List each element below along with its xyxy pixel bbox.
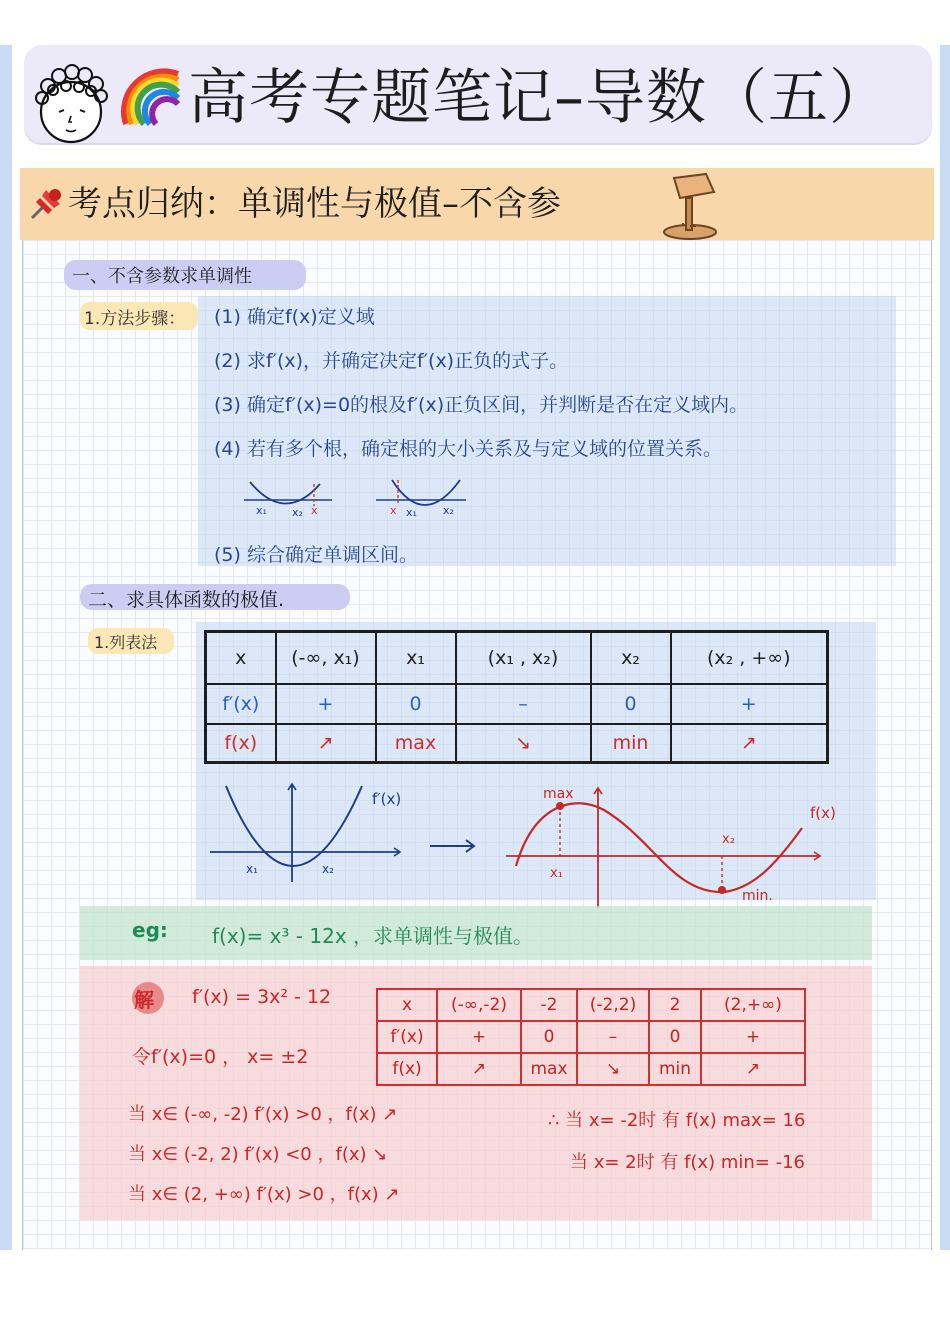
t1-f-5: ↗ <box>671 724 828 762</box>
t2-h3: (-2,2) <box>577 989 649 1021</box>
graph-fx-label: f(x) <box>810 804 836 822</box>
t1-fp-2: 0 <box>376 684 456 724</box>
steps-highlight <box>198 296 896 566</box>
section2-heading: 二、求具体函数的极值. <box>88 589 285 611</box>
t1-f-1: ↗ <box>276 724 376 762</box>
conclusion-max: ∴ 当 x= -2时 有 f(x) max= 16 <box>548 1110 806 1131</box>
t2-f-2: max <box>521 1053 577 1085</box>
page-title: 高考专题笔记–导数（五） <box>188 63 890 133</box>
t1-h1: (-∞, x₁) <box>276 632 376 684</box>
graph-x2-label: x₂ <box>722 832 735 847</box>
sign-table <box>204 630 829 764</box>
t1-fp-1: + <box>276 684 376 724</box>
solution-derivative: f′(x) = 3x² - 12 <box>192 986 332 1008</box>
doodle-face-icon <box>28 60 114 146</box>
sketch1-x2: x₂ <box>292 506 303 519</box>
t1-f-2: max <box>376 724 456 762</box>
solution-roots: 令f′(x)=0 ， x= ±2 <box>132 1046 309 1068</box>
t1-h0: x <box>206 632 276 684</box>
page-edge-right <box>940 45 950 1250</box>
t2-f-4: min <box>649 1053 701 1085</box>
t2-fp-2: 0 <box>521 1021 577 1053</box>
t1-h2: x₁ <box>376 632 456 684</box>
step-5: (5) 综合确定单调区间。 <box>214 544 418 566</box>
section1-heading: 一、不含参数求单调性 <box>72 266 252 287</box>
graph-min-label: min. <box>742 888 773 904</box>
t1-f-4: min <box>591 724 671 762</box>
function-graph <box>504 784 824 910</box>
step-4: (4) 若有多个根，确定根的大小关系及与定义域的位置关系。 <box>214 438 722 460</box>
step-3: (3) 确定f′(x)=0的根及f′(x)正负区间，并判断是否在定义域内。 <box>214 394 749 416</box>
desk-lamp-icon <box>660 170 722 240</box>
t2-fp-5: + <box>701 1021 805 1053</box>
sketch2-x2: x₂ <box>443 504 454 517</box>
case-1: 当 x∈ (-∞, -2) f′(x) >0 ，f(x) ↗ <box>128 1104 398 1125</box>
table-method-label: 1.列表法 <box>94 633 158 652</box>
root-sketch-2 <box>372 474 472 522</box>
rainbow-icon <box>120 66 184 130</box>
t2-f-label: f(x) <box>377 1053 437 1085</box>
t1-h5: (x₂ , +∞) <box>671 632 828 684</box>
method-label: 1.方法步骤： <box>84 309 186 329</box>
page-edge-left <box>0 45 12 1250</box>
derivative-label: f′(x) <box>372 790 402 808</box>
arrow-right-icon <box>428 836 478 856</box>
t1-fp-label: f′(x) <box>206 684 276 724</box>
conclusion-min: 当 x= 2时 有 f(x) min= -16 <box>570 1152 805 1173</box>
solution-tag: 解 <box>134 988 154 1012</box>
t1-fp-5: + <box>671 684 828 724</box>
t1-fp-4: 0 <box>591 684 671 724</box>
derivative-x1: x₁ <box>246 862 258 876</box>
t2-f-3: ↘ <box>577 1053 649 1085</box>
graph-max-label: max <box>543 786 574 802</box>
t1-f-label: f(x) <box>206 724 276 762</box>
t1-fp-3: – <box>456 684 591 724</box>
example-problem: f(x)= x³ - 12x ，求单调性与极值。 <box>212 924 534 948</box>
step-2: (2) 求f′(x)，并确定决定f′(x)正负的式子。 <box>214 350 569 372</box>
sketch2-x: x <box>390 504 397 517</box>
case-2: 当 x∈ (-2, 2) f′(x) <0 ，f(x) ↘ <box>128 1144 388 1165</box>
example-tag: eg: <box>132 918 168 942</box>
t2-h5: (2,+∞) <box>701 989 805 1021</box>
t2-fp-label: f′(x) <box>377 1021 437 1053</box>
t2-h2: -2 <box>521 989 577 1021</box>
pushpin-icon <box>28 184 66 222</box>
sketch1-x: x <box>311 504 318 517</box>
t1-h4: x₂ <box>591 632 671 684</box>
t2-f-5: ↗ <box>701 1053 805 1085</box>
t2-h4: 2 <box>649 989 701 1021</box>
t2-h1: (-∞,-2) <box>437 989 521 1021</box>
t1-h3: (x₁ , x₂) <box>456 632 591 684</box>
topic-title: 考点归纳：单调性与极值–不含参 <box>68 184 561 224</box>
sketch1-x1: x₁ <box>256 504 267 517</box>
derivative-x2: x₂ <box>322 862 334 876</box>
t1-f-3: ↘ <box>456 724 591 762</box>
t2-fp-3: – <box>577 1021 649 1053</box>
t2-f-1: ↗ <box>437 1053 521 1085</box>
sketch2-x1: x₁ <box>406 506 417 519</box>
case-3: 当 x∈ (2, +∞) f′(x) >0 ，f(x) ↗ <box>128 1184 400 1205</box>
t2-fp-4: 0 <box>649 1021 701 1053</box>
t2-fp-1: + <box>437 1021 521 1053</box>
step-1: (1) 确定f(x)定义域 <box>214 306 375 328</box>
graph-x1-label: x₁ <box>550 866 563 881</box>
t2-h0: x <box>377 989 437 1021</box>
root-sketch-1 <box>240 474 340 522</box>
solution-sign-table <box>376 988 806 1086</box>
